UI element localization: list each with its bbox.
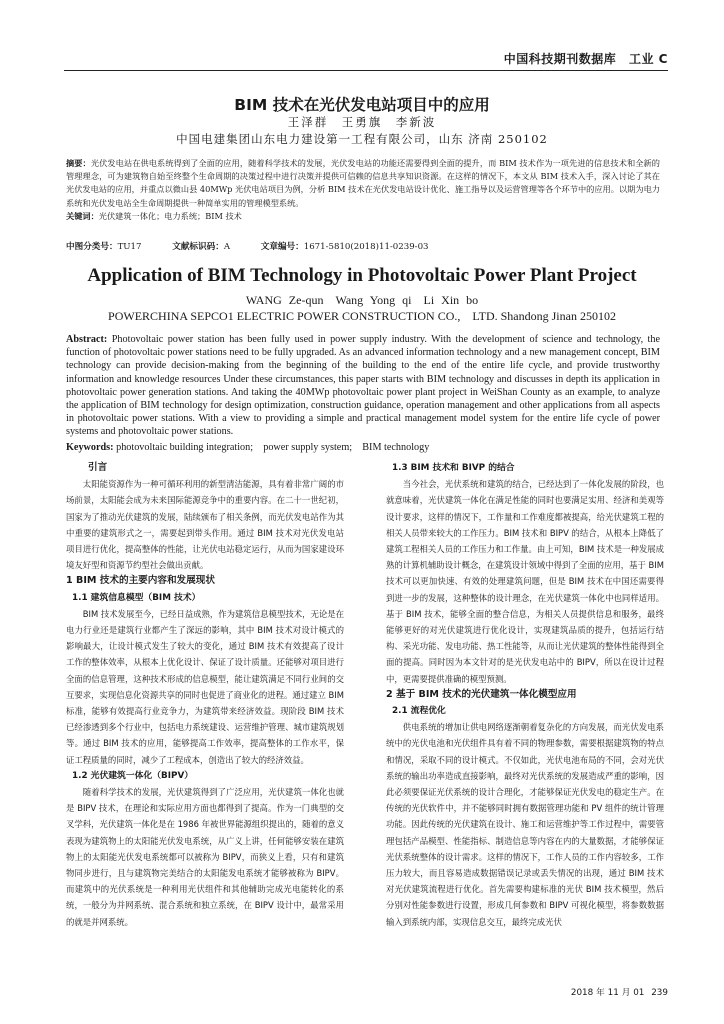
header-rule: [64, 70, 668, 71]
keywords-en: [66, 438, 660, 453]
page-number: 239: [651, 988, 668, 998]
journal-category: 工业 C: [629, 52, 668, 66]
article-no-value: 1671-5810(2018)11-0239-03: [303, 242, 429, 252]
abstract-en-label: Abstract:: [66, 334, 108, 345]
keywords-en-label: Keywords:: [66, 442, 114, 453]
keywords-cn-label: 关键词：: [66, 210, 99, 221]
clc-value: TU17: [117, 242, 142, 252]
heading-intro: 引言: [88, 462, 108, 473]
para-sec-1-1: BIM 技术发展至今，已经日益成熟，作为建筑信息模型技术，无论是在电力行业还是建筑行业都产生了深远的影响，其中 BIM 技术对设计模式的影响最大，让设计模式发生了较大的变化，通过 BIM 技术有效提高了设计工作的整体效率，从根本上优化设计、保证了设计质量。还能够对项目进行全面的信息管理，这种技术形成的信息模型，能让建筑满足不同行业间的交互要求，实现信息化资源共享的同时也促进了商业化的进程。通过建立 BIM 标准，能够有效提高行业竞争力，为建筑带来经济效益。现阶段 BIM 技术已经渗透到多个行业中，包括电力系统建设、运营维护管理、城市建筑规划等。通过 BIM 技术的应用，能够提高工作效率，提高整体的工作水平，保证工程质量的同时，减少了工程成本，创造出了较大的经济效益。: [66, 608, 344, 765]
clc-label: 中图分类号：: [66, 242, 118, 252]
heading-sec-1-3: 1.3 BIM 技术和 BIVP 的结合: [392, 463, 515, 473]
body-left-column: [66, 460, 344, 930]
para-sec-2-1: 供电系统的增加让供电网络逐渐朝着复杂化的方向发展，而光伏发电系统中的光伏电池和光伏组件具有着不同的物理参数，需要根据建筑物的特点和情况，采取不同的设计模式。不仅如此，光伏电池布局的不同，会对光伏系统的输出功率造成直接影响，最终对光伏系统的发展造成严重的影响，因此必须要保证光伏系统的设计合理化，才能够保证光伏发电的稳定生产。在传统的光伏软件中，并不能够同时拥有数据管理功能和 PV 组件的统计管理功能。因此传统的光伏建筑在设计、施工和运营维护等工作过程中，需要管理包括产品模型、性能指标、制造信息等内容在内的大量数据，才能够保证光伏系统整体的设计需求。这样的情况下，工作人员的工作内容较多，工作压力较大，而且容易造成数据错误记录或丢失情况的出现，通过 BIM 技术对光伏建筑流程进行优化。首先需要构建标准的光伏 BIM 技术模型，然后分别对性能参数进行设置，形成几何参数和 BIPV 可视化模型，将参数数据输入到系统内部，实现信息交互，最终完成光伏: [386, 722, 664, 927]
keywords-en-text: photovoltaic building integration; power supply system; BIM technology: [116, 442, 430, 453]
title-en: Application of BIM Technology in Photovoltaic Power Plant Project: [87, 265, 637, 286]
abstract-cn: [66, 157, 660, 223]
para-intro: 太阳能资源作为一种可循环利用的新型清洁能源，具有着非常广阔的市场前景，太阳能会成为未来国际能源竞争中的重要内容。在二十一世纪初，国家为了推动光伏建筑的发展，陆续颁布了相关条例，而光伏发电站作为其中重要的建筑形式之一，需要起到带头作用。通过 BIM 技术对光伏发电站项目进行优化，提高整体的性能，让光伏电站稳定运行，从而为国家建设环境友好型和资源节约型社会做出贡献。: [66, 479, 344, 571]
abstract-en-text: Photovoltaic power station has been fully used in power supply industry. With the development of science and technology, the function of photovoltaic power stations need to be fully upgraded. As an advanced information technology and a new management concept, BIM technology can provide decision-making from the beginning of the building to the end of the entire life cycle, and provide trustworthy information and knowledge resources Under these circumstances, this paper starts with BIM technology and discusses in depth its application in photovoltaic power generation stations. And taking the 40MWp photovoltaic power plant project in WeiShan County as an example, to analyze the application of BIM technology for design optimization, construction guidance, operation management and other applications from all aspects in photovoltaic power stations. With a view to providing a simple and practical management model system for the entire life cycle of power systems and photovoltaic power stations.: [66, 334, 661, 438]
page-footer: [567, 985, 668, 998]
issue-date: 2018 年 11 月 01: [570, 988, 645, 998]
keywords-cn-text: 光伏建筑一体化；电力系统；BIM 技术: [98, 210, 242, 221]
abstract-cn-label: 摘要：: [66, 158, 91, 168]
abstract-en: [66, 333, 660, 439]
article-no-label: 文章编号：: [260, 242, 304, 252]
classification-row: [66, 240, 660, 252]
journal-name: 中国科技期刊数据库: [503, 52, 617, 66]
affiliation-en: POWERCHINA SEPCO1 ELECTRIC POWER CONSTRUCTION CO., LTD. Shandong Jinan 250102: [108, 309, 616, 323]
running-header: [496, 50, 668, 67]
para-sec-1-3: 当今社会，光伏系统和建筑的结合，已经达到了一体化发展的阶段，也就意味着，光伏建筑一体化在满足性能的同时也要满足实用、经济和美观等设计要求，这样的情况下，工作量和工作难度都被提高，给光伏建筑工程的相关人员带来较大的工作压力。BIM 技术和 BIPV 的结合，从根本上降低了建筑工程相关人员的工作压力和工作量。由上可知，BIM 技术是一种发展成熟的计算机辅助设计概念，在建筑设计领域中得到了全面的应用，基于 BIM 技术可以更加快速、有效的处理建筑问题，但是 BIM 技术在中国还需要得到进一步的发展，这种整体的设计理念，在光伏建筑一体化中也同样适用。基于 BIM 技术，能够全面的整合信息，为相关人员提供信息和服务，最终能够更好的对光伏建筑进行优化设计，实现建筑品质的提升，包括运行结构、采光功能、发电功能、热工性能等，从而让光伏建筑的整体性能得到全面的提高。同时因为本文针对的是光伏发电站中的 BIPV，所以在设计过程中，更需要提供准确的模型预测。: [386, 479, 664, 684]
heading-sec-1-1: 1.1 建筑信息模型（BIM 技术）: [72, 592, 201, 603]
heading-sec-1-2: 1.2 光伏建筑一体化（BIPV）: [72, 770, 194, 781]
authors-en: WANG Ze-qun Wang Yong qi Li Xin bo: [245, 293, 479, 307]
heading-sec-2-1: 2.1 流程优化: [392, 706, 446, 717]
doc-code-label: 文献标识码：: [172, 242, 224, 252]
authors-cn: 王泽群 王勇旗 李新波: [287, 115, 437, 129]
heading-sec-1: 1 BIM 技术的主要内容和发展现状: [66, 575, 215, 587]
abstract-cn-text: 光伏发电站在供电系统得到了全面的应用，随着科学技术的发展，光伏发电站的功能还需要得到全面的提升，而 BIM 技术作为一项先进的信息技术和全新的管理理念，可为建筑物自始至终整个生命周期的决策过程中进行决策并提供可信赖的信息共享知识资源。在这样的情况下，本文从 BIM 技术入手，深入讨论了其在光伏发电站的应用，并重点以微山县 40MWp 光伏电站项目为例，分析 BIM 技术在光伏发电站设计优化、施工指导以及运营管理等各个环节中的应用。以期为电力系统和光伏发电站全生命周期提供一种简单实用的管理模型系统。: [66, 158, 660, 208]
title-cn: BIM 技术在光伏发电站项目中的应用: [234, 96, 490, 114]
doc-code-value: A: [223, 242, 231, 252]
heading-sec-2: 2 基于 BIM 技术的光伏建筑一体化模型应用: [386, 688, 577, 700]
para-sec-1-2: 随着科学技术的发展，光伏建筑得到了广泛应用，光伏建筑一体化也就是 BIPV 技术，在理论和实际应用方面也都得到了提高。作为一门典型的交叉学科，光伏建筑一体化是在 1986 年被世界能源组织提出的，随着的意义表现为建筑物上的太阳能光伏发电系统，从广义上讲，任何能够安装在建筑物上的太阳能光伏发电系统都可以被称为 BIPV，而狭义上看，只有和建筑物同步进行，且与建筑物完美结合的太阳能发电系统才能够被称为 BIPV。而建筑中的光伏系统是一种利用光伏组件和其他辅助完成光电能转化的系统，一般分为并网系统、混合系统和独立系统，在 BIPV 设计中，最常采用的就是并网系统。: [66, 787, 344, 927]
affiliation-cn: 中国电建集团山东电力建设第一工程有限公司，山东 济南 250102: [176, 132, 548, 146]
body-right-column: [386, 460, 664, 930]
